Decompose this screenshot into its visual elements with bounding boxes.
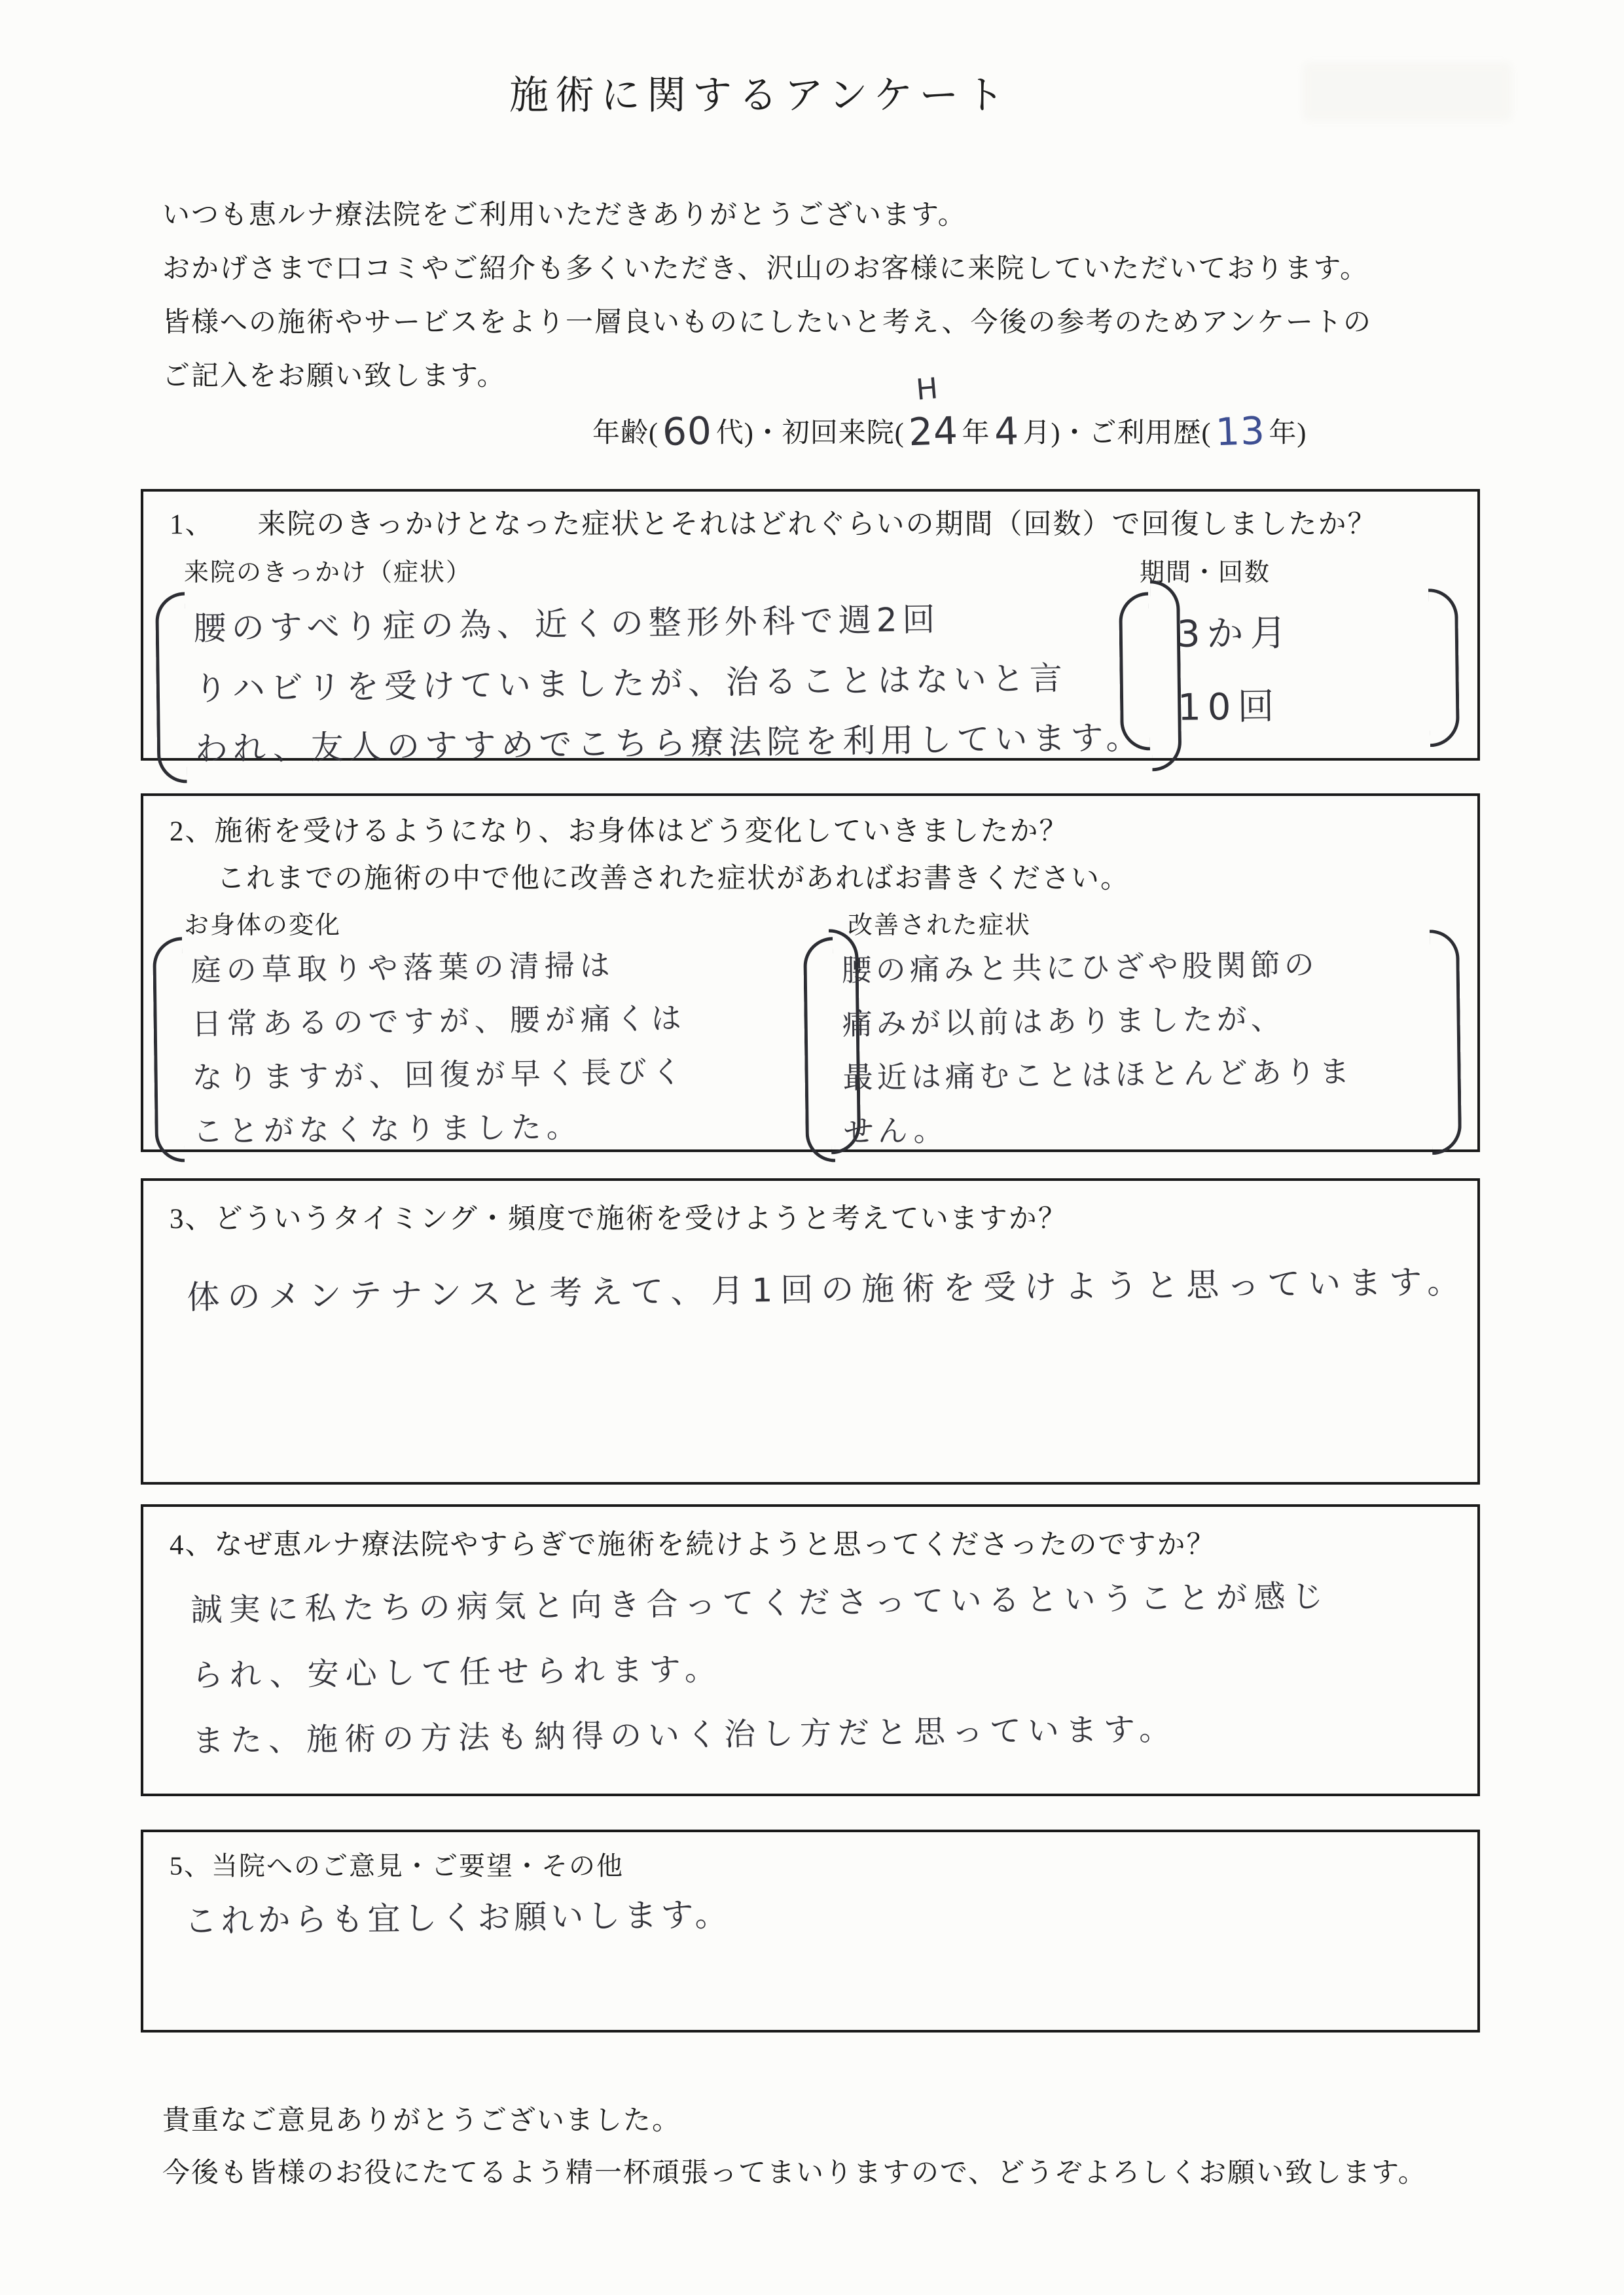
handwriting-line: 3か月 [1176, 611, 1293, 656]
handwritten-history-value: 13 [1214, 408, 1266, 455]
body-change-answer [153, 926, 861, 1165]
handwritten-age-value: 60 [661, 408, 713, 455]
question-3-box [141, 1178, 1480, 1485]
question-1-box [141, 489, 1480, 768]
intro-line: いつも恵ルナ療法院をご利用いただきありがとうございます。 [162, 200, 967, 230]
improved-symptoms-label: 改善された症状 [848, 912, 1032, 939]
handwritten-year-wrap [907, 371, 959, 455]
question-4-text [170, 1523, 1216, 1563]
intro-line: 皆様への施術やサービスをより一層良いものにしたいと考え、今後の参考のためアンケートの [162, 308, 1373, 338]
history-unit-label: 年) [1269, 418, 1307, 448]
feedback-answer [184, 1888, 732, 1942]
handwriting-line: 誠実に私たちの病気と向き合ってくださっているということが感じ [190, 1578, 1330, 1629]
question-text: 当院へのご意見・ご要望・その他 [211, 1851, 624, 1881]
question-2-subtext: これまでの施術の中で他に改善された症状があればお書きください。 [217, 863, 1130, 894]
question-number: 1、 [170, 509, 215, 540]
handwriting-line: りハビリを受けていましたが、治ることはないと言 [194, 659, 1068, 708]
handwriting-line: ことがなくなりました。 [192, 1109, 582, 1149]
handwritten-era-mark: H [914, 371, 940, 407]
handwriting-line: 痛みが以前はありましたが、 [842, 1001, 1285, 1042]
handwriting-line: 腰の痛みと共にひざや股関節の [841, 947, 1318, 988]
year-unit-label: 年 [962, 418, 990, 448]
duration-answer [1119, 586, 1460, 753]
age-label: 年齢( [592, 418, 659, 448]
intro-line: おかげさまで口コミやご紹介も多くいただき、沢山のお客様に来院していただいております。 [162, 254, 1369, 284]
handwriting-line: なりますが、回復が早く長びく [192, 1054, 687, 1096]
handwriting-line: われ、友人のすすめでこちら療法院を利用しています。 [194, 718, 1144, 768]
handwritten-month-value: 4 [993, 408, 1020, 454]
handwriting-line: 腰のすべり症の為、近くの整形外科で週2回 [193, 600, 941, 648]
question-number: 2、 [170, 816, 215, 847]
handwriting-line: られ、安心して任せられます。 [191, 1651, 723, 1694]
improved-symptoms-answer [803, 927, 1462, 1165]
question-text: 施術を受けるようになり、お身体はどう変化していきましたか？ [214, 816, 1069, 847]
question-text: 来院のきっかけとなった症状とそれはどれぐらいの期間（回数）で回復しましたか？ [257, 509, 1377, 540]
handwriting-line: これからも宜しくお願いします。 [184, 1895, 732, 1940]
first-visit-label: 代)・初回来院( [715, 418, 905, 448]
handwriting-line: 最近は痛むことはほとんどありま [842, 1053, 1354, 1096]
intro-line: ご記入をお願い致します。 [162, 361, 506, 391]
question-1-text [170, 502, 1377, 542]
reason-answer [190, 1564, 1332, 1774]
closing-line: 貴重なご意見ありがとうございました。 [162, 2106, 681, 2136]
handwriting-line: 日常あるのですが、腰が痛くは [191, 1000, 687, 1042]
handwriting-line: また、施術の方法も納得のいく治し方だと思っています。 [192, 1710, 1178, 1760]
handwriting-line: 庭の草取りや落葉の清掃は [190, 947, 615, 988]
profile-line [592, 371, 1307, 455]
duration-label: 期間・回数 [1140, 559, 1271, 587]
question-number: 5、 [170, 1851, 211, 1881]
intro-paragraph [162, 189, 1373, 407]
timing-answer [187, 1256, 1468, 1318]
question-number: 3、 [170, 1204, 215, 1235]
page-title: 施術に関するアンケート [509, 74, 1011, 117]
question-number: 4、 [170, 1530, 215, 1561]
handwriting-line: 10回 [1177, 685, 1281, 729]
handwriting-line: 体のメンテナンスと考えて、月1回の施術を受けようと思っています。 [187, 1263, 1468, 1316]
closing-line: 今後も皆様のお役にたてるよう精一杯頑張ってまいりますので、どうぞよろしくお願い致します。 [162, 2158, 1427, 2188]
question-4-box [141, 1504, 1480, 1796]
handwriting-line: せん。 [843, 1112, 948, 1149]
handwritten-year-value: 24 [907, 408, 959, 455]
question-3-text [170, 1197, 1068, 1237]
question-text: なぜ恵ルナ療法院やすらぎで施術を続けようと思ってくださったのですか？ [214, 1530, 1216, 1561]
question-5-box [141, 1830, 1480, 2033]
scan-artifact [1303, 62, 1512, 121]
usage-history-label: 月)・ご利用歴( [1022, 418, 1212, 448]
closing-note [162, 2095, 1427, 2199]
symptom-answer [155, 577, 1182, 786]
body-change-label: お身体の変化 [184, 912, 342, 939]
symptom-label: 来院のきっかけ（症状） [184, 559, 473, 587]
question-2-box [141, 793, 1480, 1152]
question-2-text [170, 809, 1069, 849]
question-text: どういうタイミング・頻度で施術を受けようと考えていますか？ [214, 1204, 1068, 1235]
question-5-text [170, 1845, 624, 1883]
